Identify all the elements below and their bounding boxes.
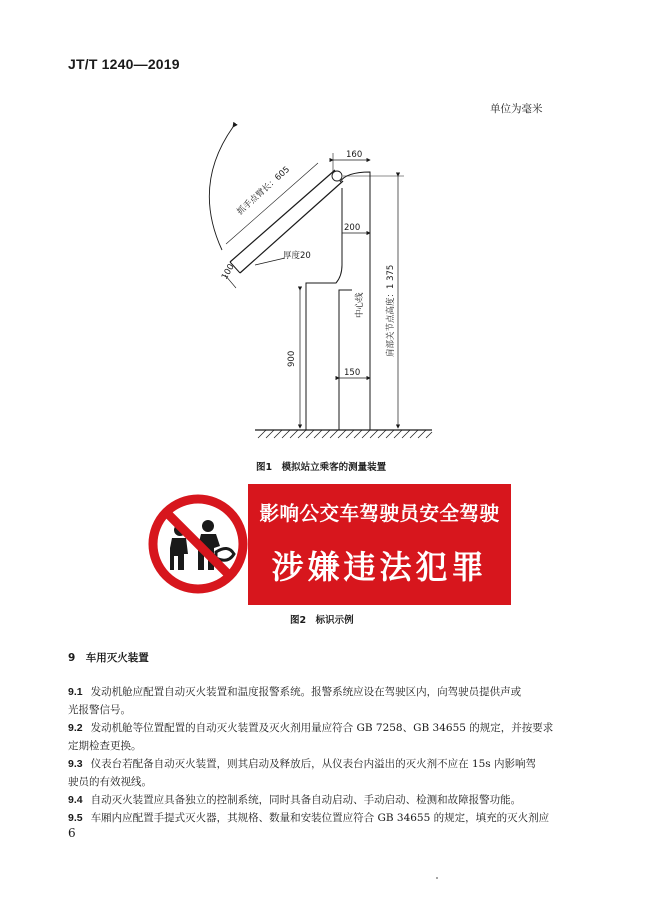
clause-number: 9.4: [68, 794, 83, 806]
figure2-caption: 图2 标识示例: [290, 615, 354, 626]
clause-text: 发动机舱应配置自动灭火装置和温度报警系统。报警系统应设在驾驶区内，向驾驶员提供声或: [90, 686, 522, 698]
clause-number: 9.1: [68, 686, 83, 698]
ground-hatch: [258, 430, 432, 438]
clause-text: 车厢内应配置手提式灭火器，其规格、数量和安装位置应符合 GB 34655 的规定，填充的灭火剂应: [90, 812, 550, 824]
clause-text: 发动机舱等位置配置的自动灭火装置及灭火剂用量应符合 GB 7258、GB 34655 的规定，并按要求: [90, 722, 554, 734]
clause-9-1: [68, 683, 588, 719]
thickness-label: 厚度20: [283, 251, 311, 261]
clause-text: 自动灭火装置应具备独立的控制系统，同时具备自动启动、手动启动、检测和故障报警功能。: [90, 794, 522, 806]
shoulder-height-label: 肩部关节点高度：1 375: [386, 264, 396, 357]
clause-text-cont: 驶员的有效视线。: [68, 776, 152, 788]
clause-number: 9.3: [68, 758, 83, 770]
clause-9-5: [68, 809, 588, 827]
clause-text-cont: 定期检查更换。: [68, 740, 142, 752]
dim-200: 200: [344, 223, 361, 233]
clause-text-cont: 光报警信号。: [68, 704, 131, 716]
dim-150: 150: [344, 368, 361, 378]
scan-speck: [436, 877, 438, 879]
sign-line1: 影响公交车驾驶员安全驾驶: [259, 502, 500, 525]
clause-9-2: [68, 719, 588, 755]
warning-sign: [138, 484, 511, 605]
clause-9-3: [68, 755, 588, 791]
sign-line2: 涉嫌违法犯罪: [271, 548, 488, 586]
dim-160: 160: [346, 150, 363, 160]
section-heading: 9 车用灭火装置: [68, 652, 149, 664]
dim-100: 100: [219, 262, 237, 282]
standard-number: JT/T 1240—2019: [68, 56, 180, 72]
dim-900: 900: [287, 350, 297, 367]
clause-number: 9.2: [68, 722, 83, 734]
figure1-drawing: [195, 112, 445, 457]
centerline-label: 中心线: [355, 292, 365, 318]
page-number: 6: [68, 826, 76, 840]
unit-note: 单位为毫米: [490, 103, 543, 115]
clause-text: 仪表台若配备自动灭火装置，则其启动及释放后，从仪表台内溢出的灭火剂不应在 15s 内影响驾: [90, 758, 537, 770]
clause-number: 9.5: [68, 812, 83, 824]
figure1-caption: 图1 模拟站立乘客的测量装置: [256, 462, 387, 473]
sign-text-panel: [248, 484, 511, 605]
arm-length-label: 抓手点臂长：605: [235, 164, 292, 218]
prohibition-icon: [146, 492, 250, 596]
clause-9-4: [68, 791, 588, 809]
